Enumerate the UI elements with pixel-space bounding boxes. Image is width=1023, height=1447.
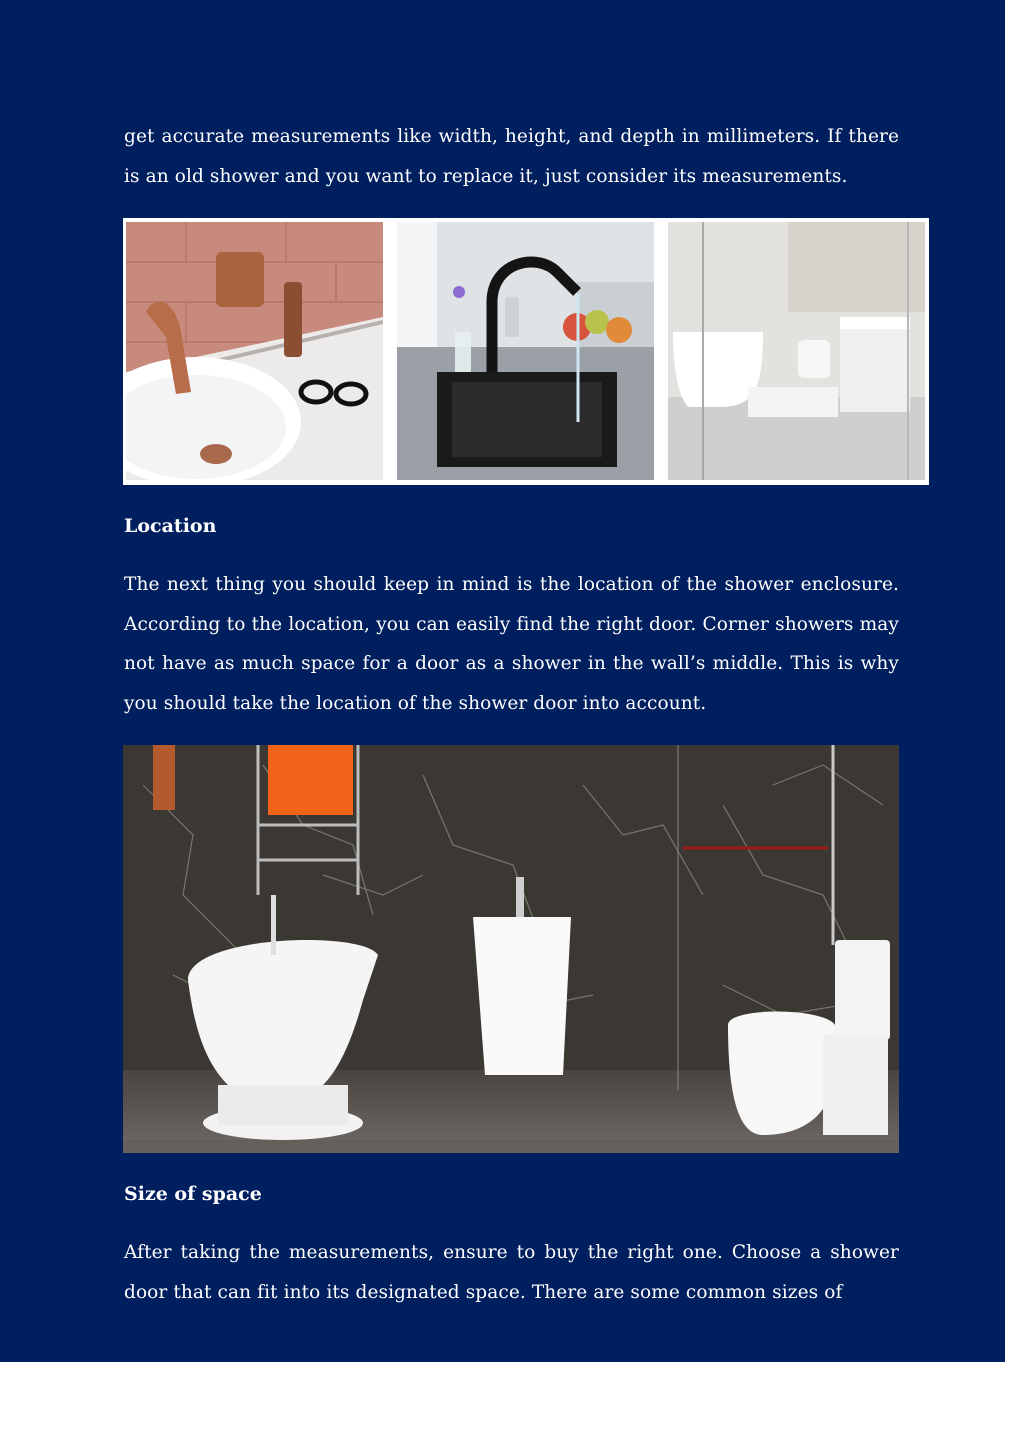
size-paragraph: After taking the measurements, ensure to buy the right one. Choose a shower door that can fit into its designated space. There are some common sizes of bbox=[124, 1242, 899, 1303]
black-sink-photo bbox=[397, 222, 654, 480]
modern-bathroom-photo bbox=[668, 222, 925, 480]
image-collage bbox=[123, 218, 929, 485]
size-of-space-heading: Size of space bbox=[124, 1183, 262, 1205]
sink-copper-faucet-photo bbox=[126, 222, 383, 480]
location-heading: Location bbox=[124, 515, 217, 537]
intro-paragraph: get accurate measurements like width, height, and depth in millimeters. If there is an old shower and you want to replace it, just consider its measurements. bbox=[124, 126, 899, 187]
marble-bathroom-photo bbox=[123, 745, 899, 1153]
location-paragraph: The next thing you should keep in mind is the location of the shower enclosure. According to the location, you can easily find the right door. Corner showers may not have as much space for a door as a shower in the wall’s middle. This is why you should take the location of the shower door into account. bbox=[124, 574, 899, 714]
